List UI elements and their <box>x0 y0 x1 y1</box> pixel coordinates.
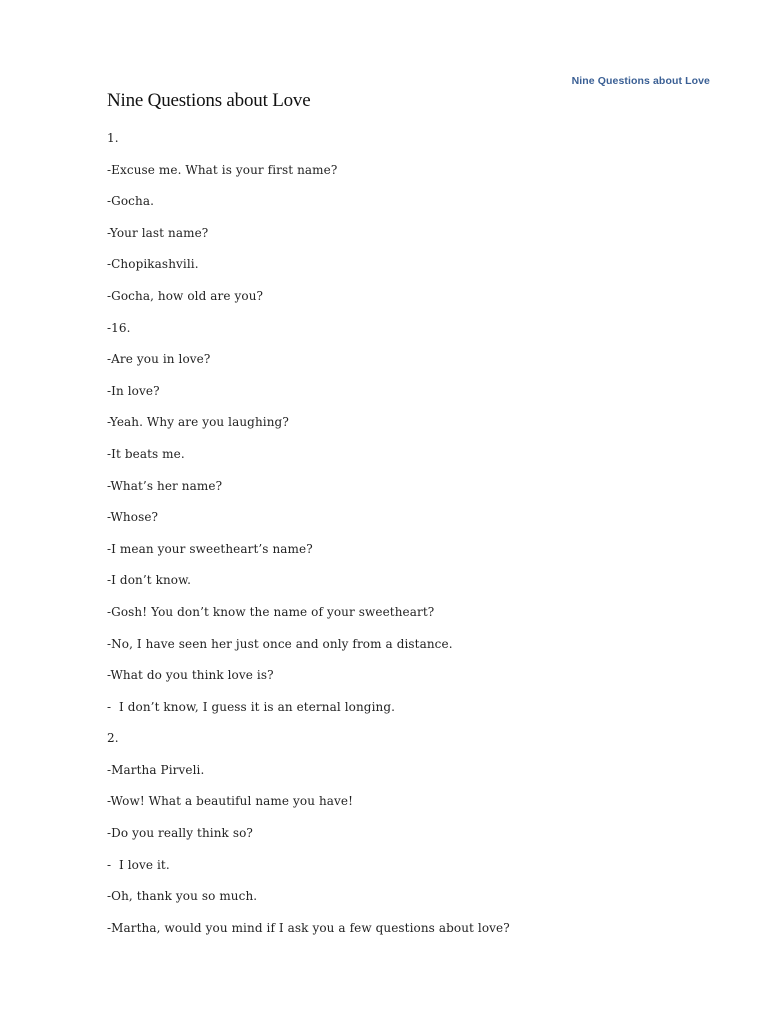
running-header: Nine Questions about Love <box>571 75 710 87</box>
dialogue-line: - I love it. <box>107 857 170 872</box>
dialogue-line: -What do you think love is? <box>107 668 274 683</box>
dialogue-line: -Martha, would you mind if I ask you a few questions about love? <box>107 920 510 935</box>
dialogue-lines <box>107 129 707 950</box>
document-title: Nine Questions about Love <box>107 90 311 111</box>
dialogue-line: -Excuse me. What is your first name? <box>107 162 338 177</box>
dialogue-line: 1. <box>107 131 119 145</box>
dialogue-line: -Are you in love? <box>107 352 211 367</box>
dialogue-line: -Chopikashvili. <box>107 257 199 272</box>
dialogue-line: -Yeah. Why are you laughing? <box>107 415 289 430</box>
dialogue-line: -Gocha, how old are you? <box>107 288 264 303</box>
dialogue-line: -16. <box>107 320 131 335</box>
dialogue-line: -Your last name? <box>107 225 209 240</box>
dialogue-line: -No, I have seen her just once and only from a distance. <box>107 636 453 651</box>
dialogue-line: -Wow! What a beautiful name you have! <box>107 794 354 809</box>
dialogue-line: -Martha Pirveli. <box>107 762 205 777</box>
dialogue-line: -Gosh! You don’t know the name of your sweetheart? <box>107 604 435 619</box>
dialogue-line: -Do you really think so? <box>107 826 253 841</box>
dialogue-line: 2. <box>107 731 119 746</box>
dialogue-line: -I don’t know. <box>107 573 191 588</box>
dialogue-line: -Gocha. <box>107 194 154 209</box>
dialogue-line: -In love? <box>107 383 160 398</box>
dialogue-line: -It beats me. <box>107 446 185 461</box>
dialogue-line: -I mean your sweetheart’s name? <box>107 541 313 556</box>
dialogue-line: -What’s her name? <box>107 478 223 493</box>
dialogue-line: - I don’t know, I guess it is an eternal longing. <box>107 699 396 714</box>
dialogue-line: -Whose? <box>107 510 159 525</box>
dialogue-line: -Oh, thank you so much. <box>107 889 258 904</box>
